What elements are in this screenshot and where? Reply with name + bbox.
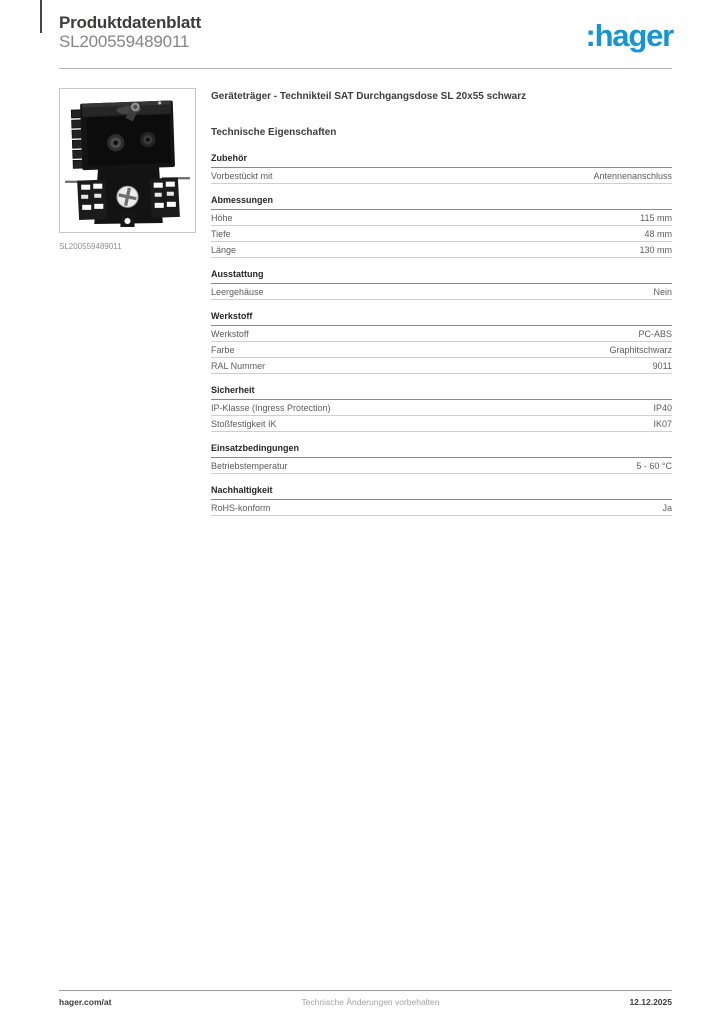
spec-row-value: PC-ABS <box>638 329 672 339</box>
spec-row-label: Betriebstemperatur <box>211 461 288 471</box>
spec-row-value: 115 mm <box>640 213 672 223</box>
spec-column <box>211 88 672 527</box>
spec-row-label: Vorbestückt mit <box>211 171 273 181</box>
spec-sections <box>211 153 672 516</box>
spec-section-rows <box>211 500 672 516</box>
product-id: SL200559489011 <box>59 32 190 51</box>
spec-row-label: Farbe <box>211 345 235 355</box>
spec-row-value: Nein <box>653 287 672 297</box>
spec-section <box>211 385 672 432</box>
spec-section-rows <box>211 210 672 258</box>
spec-row-value: 130 mm <box>639 245 672 255</box>
hager-logo: :hager <box>585 18 673 53</box>
spec-row <box>211 242 672 258</box>
spec-section-heading: Einsatzbedingungen <box>211 443 672 458</box>
spec-row-label: Tiefe <box>211 229 231 239</box>
crop-mark <box>40 0 42 33</box>
spec-section-heading: Abmessungen <box>211 195 672 210</box>
spec-row <box>211 500 672 516</box>
spec-row-label: Leergehäuse <box>211 287 264 297</box>
spec-row <box>211 358 672 374</box>
spec-row-value: Ja <box>662 503 672 513</box>
spec-row <box>211 168 672 184</box>
spec-section-rows <box>211 168 672 184</box>
spec-row-value: Graphitschwarz <box>609 345 672 355</box>
spec-row-label: Höhe <box>211 213 233 223</box>
footer-notice: Technische Änderungen vorbehalten <box>301 997 440 1007</box>
spec-section <box>211 311 672 374</box>
spec-section <box>211 443 672 474</box>
footer-date: 12.12.2025 <box>629 997 672 1007</box>
spec-row-label: Werkstoff <box>211 329 249 339</box>
spec-row-value: IP40 <box>653 403 672 413</box>
spec-row-value: IK07 <box>653 419 672 429</box>
spec-section-heading: Sicherheit <box>211 385 672 400</box>
spec-row-label: Länge <box>211 245 237 255</box>
spec-row <box>211 284 672 300</box>
product-image-caption: SL200559489011 <box>59 242 122 251</box>
spec-row-value: 5 - 60 °C <box>636 461 672 471</box>
spec-row-label: RAL Nummer <box>211 361 266 371</box>
spec-row-value: 48 mm <box>644 229 672 239</box>
spec-section-heading: Werkstoff <box>211 311 672 326</box>
spec-row <box>211 326 672 342</box>
spec-section <box>211 153 672 184</box>
spec-row <box>211 400 672 416</box>
page-footer <box>59 990 672 1007</box>
spec-section-heading: Nachhaltigkeit <box>211 485 672 500</box>
spec-row <box>211 458 672 474</box>
spec-row <box>211 210 672 226</box>
spec-section-heading: Zubehör <box>211 153 672 168</box>
product-name-title: Geräteträger - Technikteil SAT Durchgangsdose SL 20x55 schwarz <box>211 91 527 102</box>
page-title: Produktdatenblatt <box>59 13 202 32</box>
spec-section-heading: Ausstattung <box>211 269 672 284</box>
spec-row <box>211 342 672 358</box>
product-image-frame <box>59 88 196 233</box>
spec-table-title: Technische Eigenschaften <box>211 127 337 138</box>
spec-section-rows <box>211 284 672 300</box>
spec-section <box>211 485 672 516</box>
spec-section-rows <box>211 400 672 432</box>
spec-row-label: Stoßfestigkeit IK <box>211 419 277 429</box>
spec-section <box>211 195 672 258</box>
footer-website: hager.com/at <box>59 997 112 1007</box>
spec-section <box>211 269 672 300</box>
spec-row-label: RoHS-konform <box>211 503 271 513</box>
spec-row <box>211 416 672 432</box>
product-photo-sat-durchgangsdose <box>65 94 190 227</box>
header-divider <box>59 68 672 69</box>
spec-row-value: 9011 <box>652 361 672 371</box>
spec-section-rows <box>211 326 672 374</box>
spec-row <box>211 226 672 242</box>
spec-row-value: Antennenanschluss <box>593 171 672 181</box>
spec-section-rows <box>211 458 672 474</box>
spec-row-label: IP-Klasse (Ingress Protection) <box>211 403 331 413</box>
